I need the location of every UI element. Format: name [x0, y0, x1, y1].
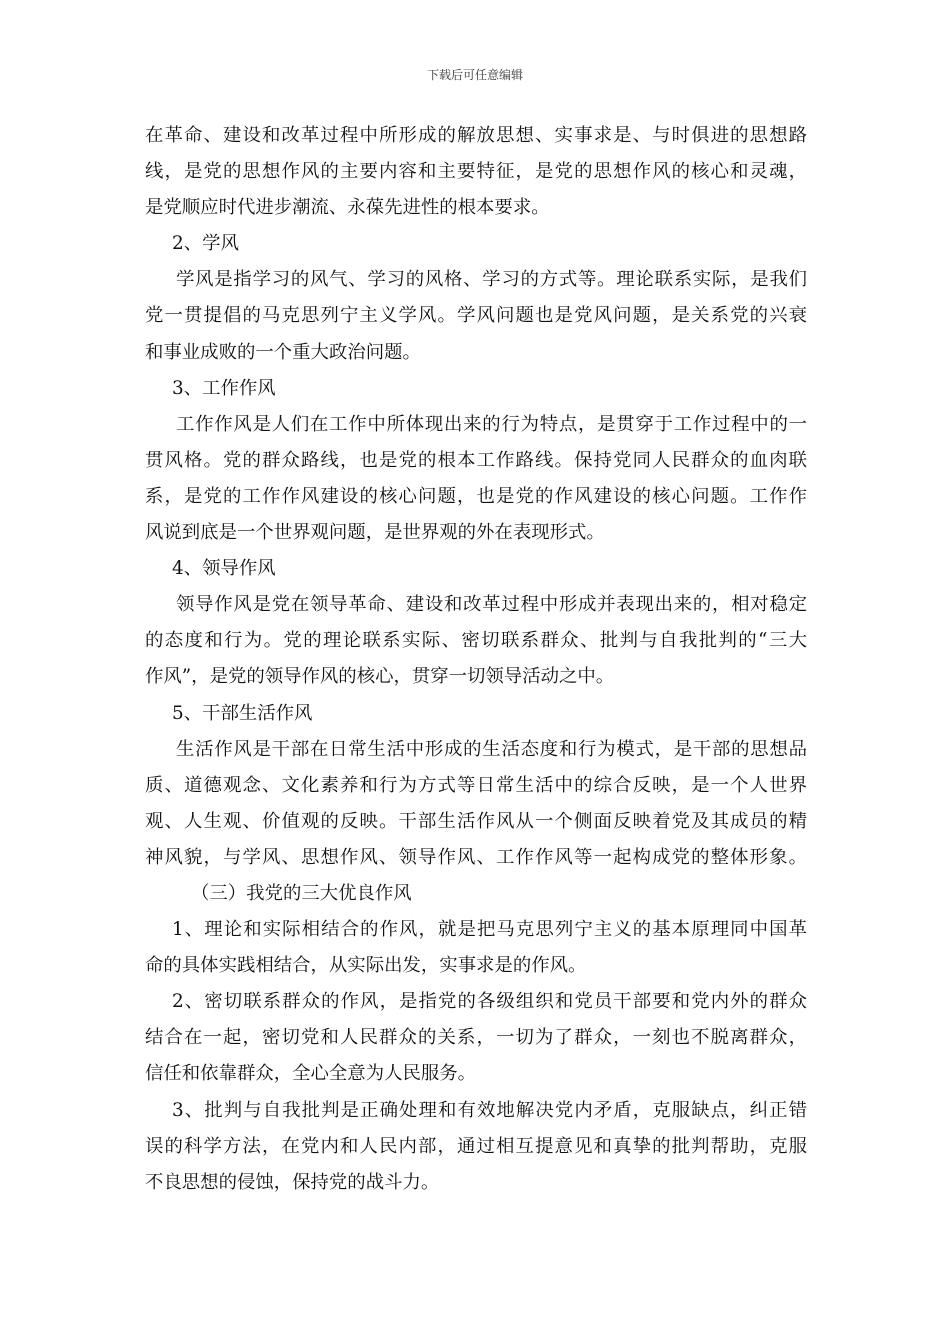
text-line: 风说到底是一个世界观问题，是世界观的外在表现形式。	[145, 522, 605, 544]
text-line: 3、工作作风	[172, 377, 276, 399]
text-line: 5、干部生活作风	[172, 702, 313, 724]
page-header: 下载后可任意编辑	[426, 68, 523, 82]
text-line: 系，是党的工作作风建设的核心问题，也是党的作风建设的核心问题。工作作	[145, 485, 807, 507]
text-line: 工作作风是人们在工作中所体现出来的行为特点，是贯穿于工作过程中的一	[176, 413, 807, 435]
text-line: 的态度和行为。党的理论联系实际、密切联系群众、批判与自我批判的“三大	[145, 630, 807, 652]
text-line: 不良思想的侵蚀，保持党的战斗力。	[145, 1171, 440, 1193]
text-line: 贯风格。党的群众路线，也是党的根本工作路线。保持党同人民群众的血肉联	[145, 449, 807, 471]
text-line: 2、密切联系群众的作风，是指党的各级组织和党员干部要和党内外的群众	[172, 991, 807, 1013]
text-line: 1、理论和实际相结合的作风，就是把马克思列宁主义的基本原理同中国革	[172, 919, 807, 941]
text-line: 在革命、建设和改革过程中所形成的解放思想、实事求是、与时俱进的思想路	[145, 125, 807, 146]
document-body	[145, 118, 807, 1201]
text-line: 4、领导作风	[172, 558, 276, 580]
text-line: 线，是党的思想作风的主要内容和主要特征，是党的思想作风的核心和灵魂，	[145, 161, 807, 183]
text-line: 神风貌，与学风、思想作风、领导作风、工作作风等一起构成党的整体形象。	[145, 846, 807, 868]
text-line: 生活作风是干部在日常生活中形成的生活态度和行为模式，是干部的思想品	[176, 738, 807, 760]
text-line: 误的科学方法，在党内和人民内部，通过相互提意见和真挚的批判帮助，克服	[145, 1135, 807, 1157]
text-line: （三）我党的三大优良作风	[191, 882, 412, 904]
text-line: 领导作风是党在领导革命、建设和改革过程中形成并表现出来的，相对稳定	[176, 594, 807, 616]
text-line: 学风是指学习的风气、学习的风格、学习的方式等。理论联系实际，是我们	[176, 269, 807, 291]
text-line: 作风”，是党的领导作风的核心，贯穿一切领导活动之中。	[145, 666, 615, 688]
text-line: 和事业成败的一个重大政治问题。	[145, 341, 421, 363]
text-line: 是党顺应时代进步潮流、永葆先进性的根本要求。	[145, 197, 550, 219]
text-line: 质、道德观念、文化素养和行为方式等日常生活中的综合反映，是一个人世界	[145, 774, 807, 796]
text-line: 3、批判与自我批判是正确处理和有效地解决党内矛盾，克服缺点，纠正错	[172, 1099, 807, 1121]
text-line: 结合在一起，密切党和人民群众的关系，一切为了群众，一刻也不脱离群众，	[145, 1027, 807, 1049]
text-line: 观、人生观、价值观的反映。干部生活作风从一个侧面反映着党及其成员的精	[145, 810, 807, 832]
text-line: 命的具体实践相结合，从实际出发，实事求是的作风。	[145, 955, 587, 977]
text-line: 信任和依靠群众，全心全意为人民服务。	[145, 1063, 477, 1085]
text-line: 2、学风	[172, 233, 239, 255]
text-line: 党一贯提倡的马克思列宁主义学风。学风问题也是党风问题，是关系党的兴衰	[145, 305, 807, 327]
